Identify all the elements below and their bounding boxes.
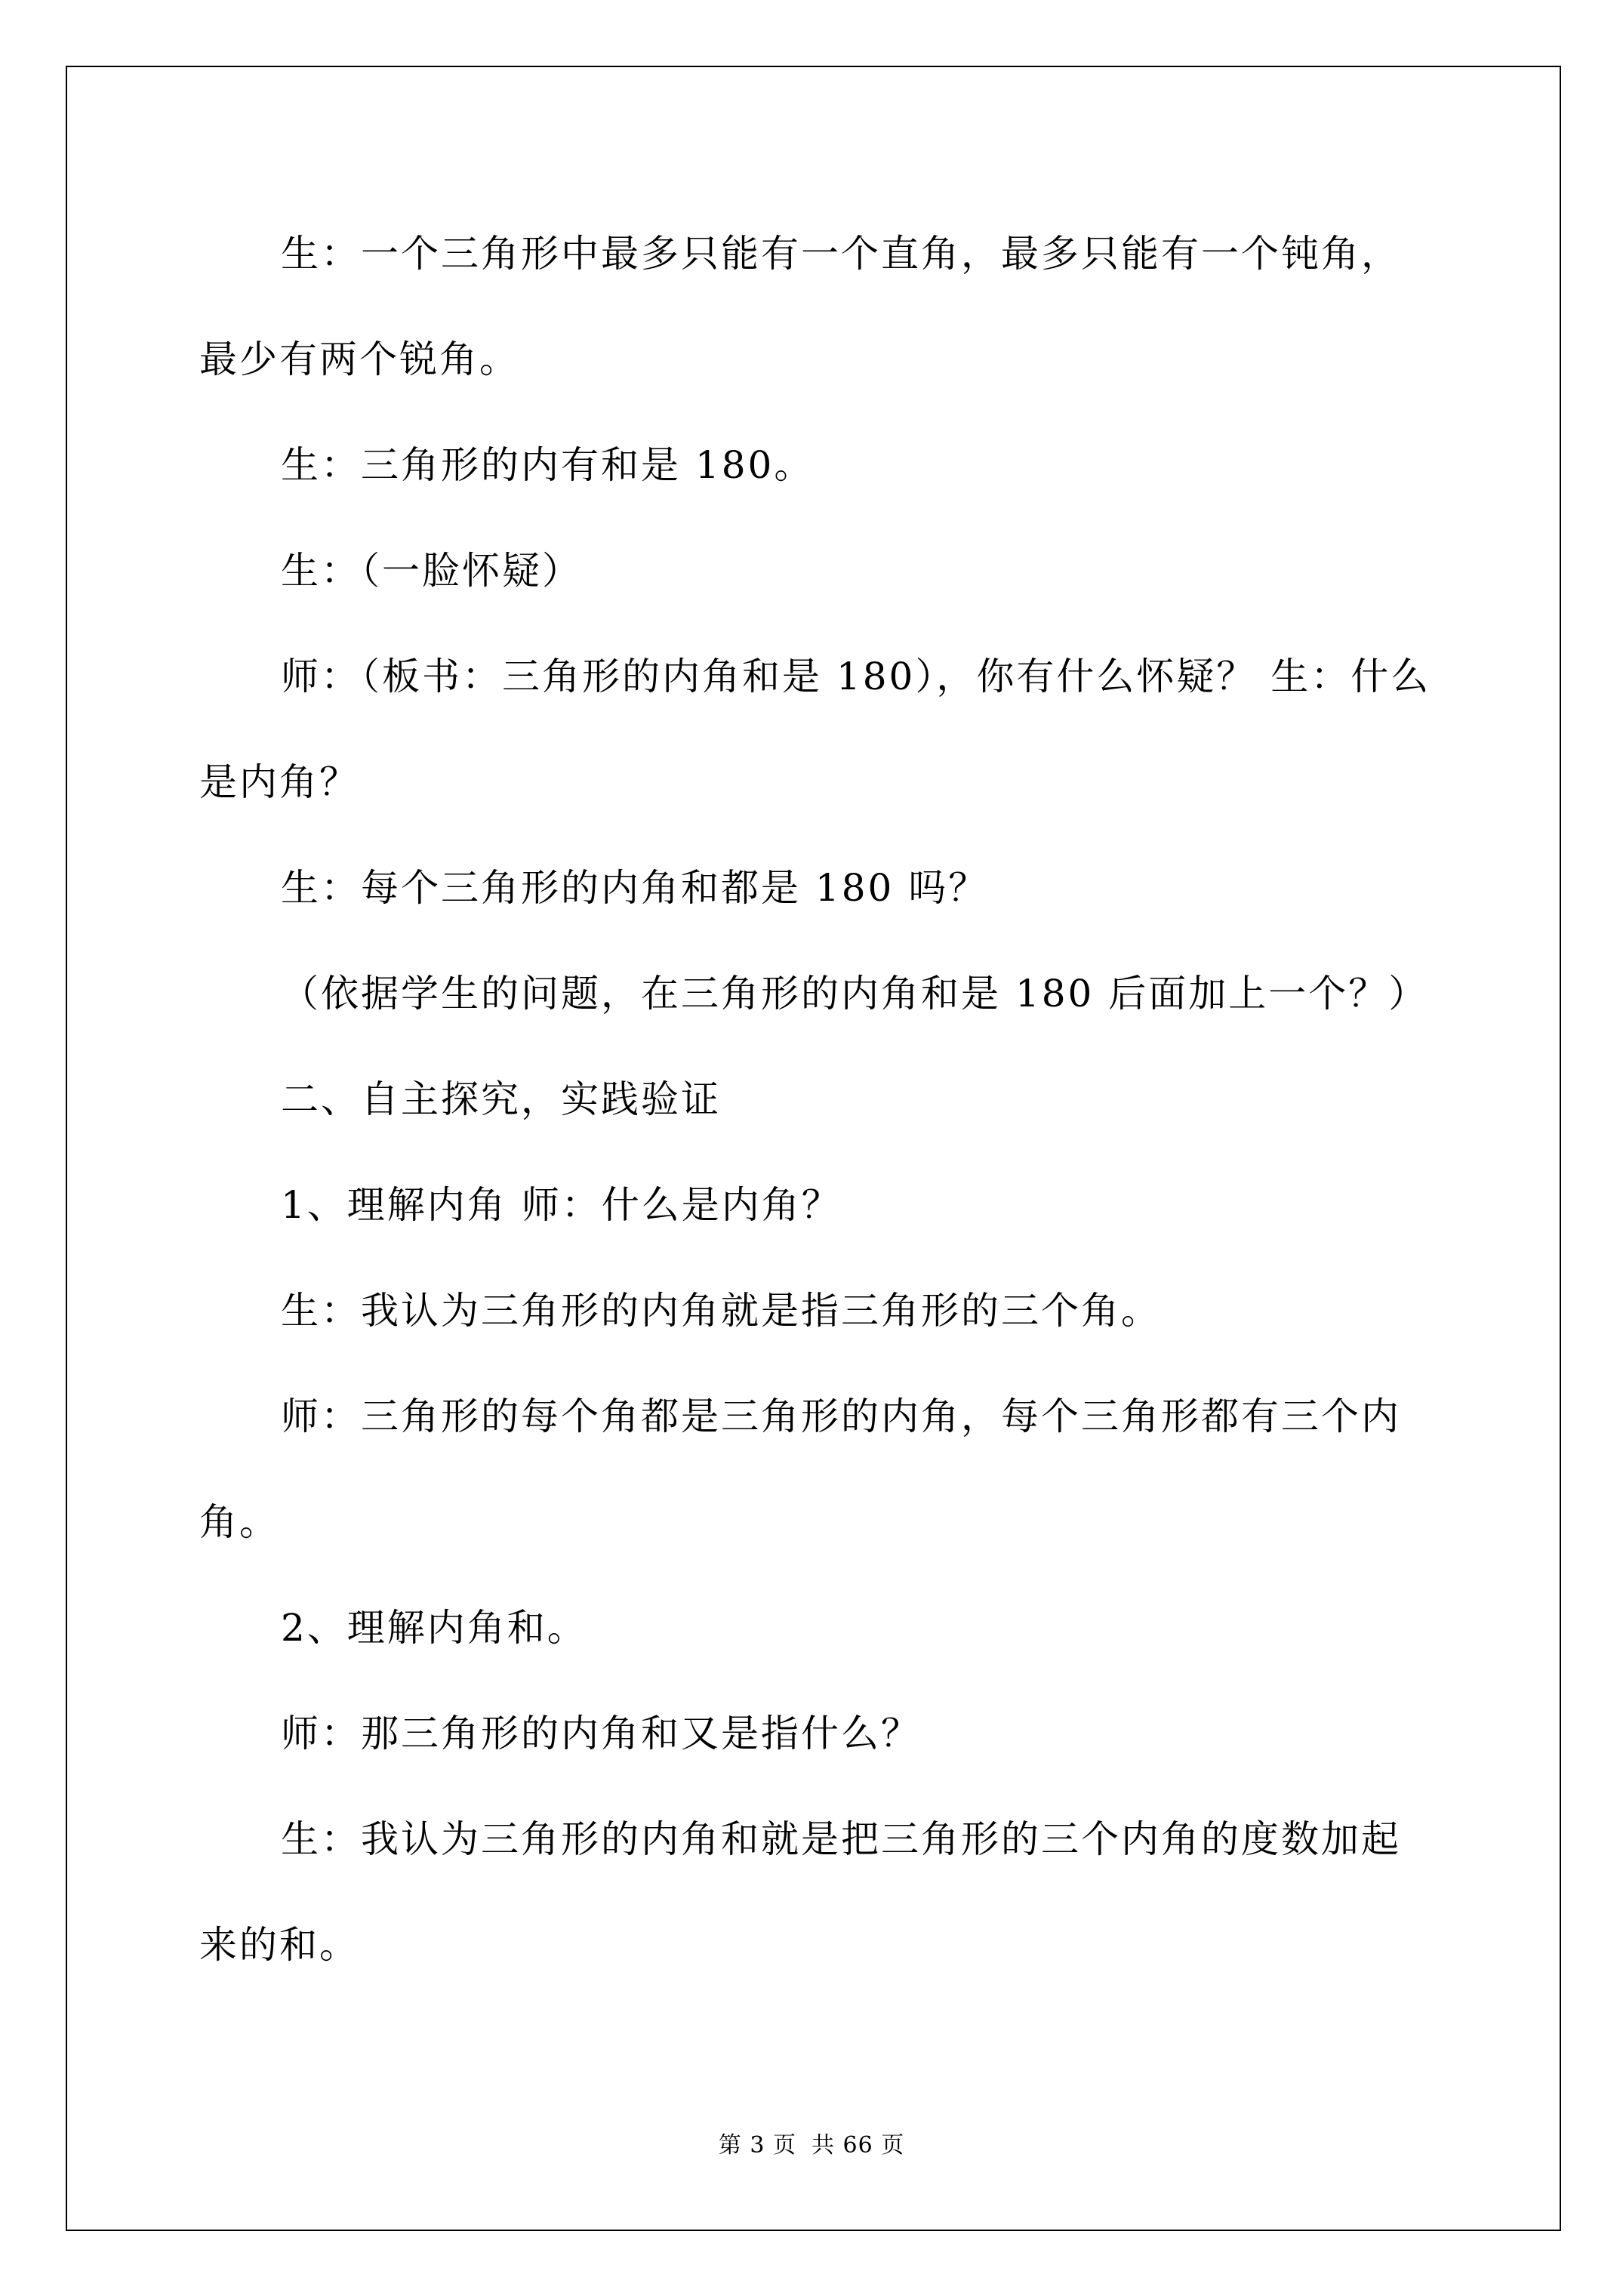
paragraph-line: 师：（板书：三角形的内角和是 180），你有什么怀疑？ 生：什么 <box>281 655 1431 698</box>
page-total: 共 66 页 <box>811 2132 905 2159</box>
paragraph-line: 1、理解内角 师：什么是内角？ <box>281 1183 842 1227</box>
paragraph-line: 生：（一脸怀疑） <box>281 549 582 593</box>
page-footer <box>0 2131 1623 2161</box>
paragraph-line: 生：每个三角形的内角和都是 180 吗？ <box>281 866 989 910</box>
section-heading: 二、自主探究，实践验证 <box>281 1077 721 1121</box>
paragraph-line: 生：一个三角形中最多只能有一个直角，最多只能有一个钝角， <box>281 232 1401 276</box>
paragraph-line: （依据学生的问题，在三角形的内角和是 180 后面加上一个？） <box>281 972 1429 1015</box>
paragraph-line: 2、理解内角和。 <box>281 1606 587 1650</box>
paragraph-line: 来的和。 <box>199 1923 359 1967</box>
paragraph-line: 生：三角形的内有和是 180。 <box>281 443 815 487</box>
page-border <box>66 66 1561 2231</box>
paragraph-line: 师：那三角形的内角和又是指什么？ <box>281 1712 921 1755</box>
paragraph-line: 是内角？ <box>199 760 359 804</box>
paragraph-line: 生：我认为三角形的内角和就是把三角形的三个内角的度数加起 <box>281 1817 1401 1861</box>
paragraph-line: 师：三角形的每个角都是三角形的内角，每个三角形都有三个内 <box>281 1395 1401 1438</box>
paragraph-line: 角。 <box>199 1500 279 1544</box>
page-number: 第 3 页 <box>718 2132 796 2159</box>
paragraph-line: 生：我认为三角形的内角就是指三角形的三个角。 <box>281 1289 1161 1333</box>
paragraph-line: 最少有两个锐角。 <box>199 337 519 381</box>
